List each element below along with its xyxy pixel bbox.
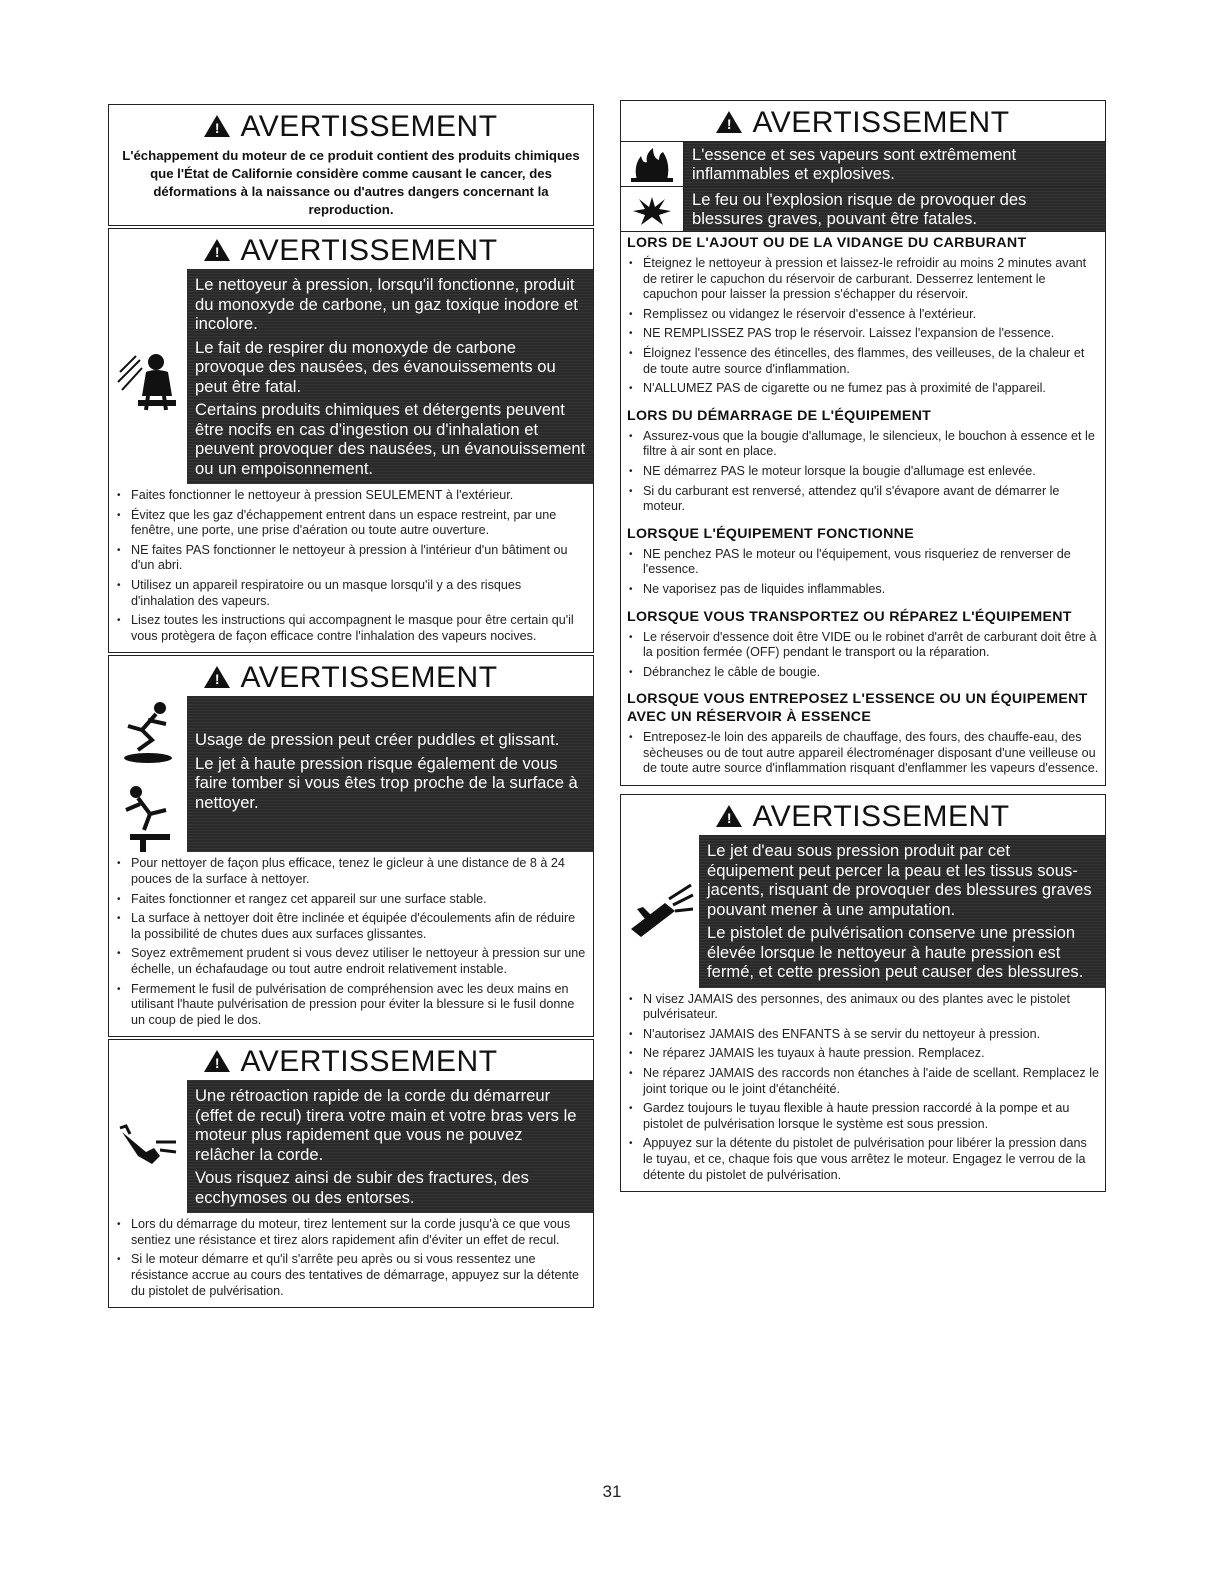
warning-header [109, 229, 593, 269]
warning-title: AVERTISSEMENT [240, 1045, 498, 1079]
warning-california [108, 104, 594, 226]
list-item: • Faites fonctionner et rangez cet appareil sur une surface stable. [131, 892, 587, 908]
list-item: • Lors du démarrage du moteur, tirez lentement sur la corde jusqu'à ce que vous sentiez une résistance et tirez alors rapidement afin d'éviter un effet de recul. [131, 1217, 587, 1248]
warning-triangle-icon: ! [204, 239, 230, 261]
list-item: • NE penchez PAS le moteur ou l'équipement, vous risqueriez de renverser de l'essence. [643, 547, 1099, 578]
list-item: • N visez JAMAIS des personnes, des animaux ou des plantes avec le pistolet pulvérisateur. [643, 992, 1099, 1023]
list-item: • Si le moteur démarre et qu'il s'arrête peu après ou si vous ressentez une résistance accrue au cours des tentatives de démarrage, appuyez sur la détente du pistolet de pulvérisation. [131, 1252, 587, 1299]
kickback-banner-1: Une rétroaction rapide de la corde du démarreur (effet de recul) tirera votre main et votre bras vers le moteur plus rapidement que vous ne pouvez relâcher la corde. [195, 1086, 577, 1164]
section-title: LORSQUE VOUS ENTREPOSEZ L'ESSENCE OU UN ÉQUIPEMENT AVEC UN RÉSERVOIR À ESSENCE [627, 691, 1088, 726]
warning-triangle-icon: ! [204, 1050, 230, 1072]
slip-banner-1: Usage de pression peut créer puddles et glissant. [195, 730, 560, 750]
warning-header [621, 101, 1105, 141]
warning-title: AVERTISSEMENT [752, 800, 1010, 834]
fuel-flammable-text: L'essence et ses vapeurs sont extrêmement inflammables et explosives. [684, 142, 1105, 186]
warning-carbon-monoxide [108, 228, 594, 653]
list-item: • Assurez-vous que la bougie d'allumage, le silencieux, le bouchon à essence et le filtre à air sont en place. [643, 429, 1099, 460]
co-banner-2: Le fait de respirer du monoxyde de carbone provoque des nausées, des évanouissements ou peut être fatal. [195, 337, 556, 396]
warning-triangle-icon: ! [716, 111, 742, 133]
warning-header [109, 656, 593, 696]
section-title: LORS DE L'AJOUT OU DE LA VIDANGE DU CARBURANT [627, 235, 1027, 251]
list-item: • Faites fonctionner le nettoyeur à pression SEULEMENT à l'extérieur. [131, 488, 587, 504]
slip-icon [118, 696, 178, 766]
kickback-icon [116, 1122, 180, 1172]
injection-icon [625, 879, 695, 943]
list-item: • Entreposez-le loin des appareils de chauffage, des fours, des chauffe-eau, des sècheuses ou de tout autre appareil électroménager disposant d'une veilleuse ou de toute autre source d'inflammation risquant d'enflammer les vapeurs d'essence. [643, 730, 1099, 777]
section-title: LORSQUE L'ÉQUIPEMENT FONCTIONNE [627, 525, 914, 542]
right-column [620, 100, 1106, 1194]
list-item: • Débranchez le câble de bougie. [643, 665, 1099, 681]
list-item: • Éloignez l'essence des étincelles, des flammes, des veilleuses, de la chaleur et de toute autre source d'inflammation. [643, 346, 1099, 377]
explosion-icon [629, 191, 675, 227]
list-item: • Ne réparez JAMAIS les tuyaux à haute pression. Remplacez. [643, 1046, 1099, 1062]
list-item: • Si du carburant est renversé, attendez qu'il s'évapore avant de démarrer le moteur. [643, 484, 1099, 515]
list-item: • NE REMPLISSEZ PAS trop le réservoir. Laissez l'expansion de l'essence. [643, 326, 1099, 342]
left-column [108, 104, 594, 1310]
flammable-icon [629, 146, 675, 182]
list-item: • Utilisez un appareil respiratoire ou un masque lorsqu'il y a des risques d'inhalation des vapeurs. [131, 578, 587, 609]
warning-header [621, 795, 1105, 835]
list-item: • Pour nettoyer de façon plus efficace, tenez le gicleur à une distance de 8 à 24 pouces de la surface à nettoyer. [131, 856, 587, 887]
warning-title: AVERTISSEMENT [240, 110, 498, 143]
co-banner-1: Le nettoyeur à pression, lorsqu'il fonctionne, produit du monoxyde de carbone, un gaz toxique inodore et incolore. [195, 275, 578, 333]
fuel-bullets-2 [621, 425, 1105, 523]
list-item: • Remplissez ou vidangez le réservoir d'essence à l'extérieur. [643, 307, 1099, 323]
warning-slip-fall [108, 655, 594, 1037]
warning-triangle-icon: ! [204, 115, 230, 137]
co-banner-3: Certains produits chimiques et détergents peuvent être nocifs en cas d'ingestion ou d'inhalation et peuvent provoquer des nausées, un évanouissement ou un empoisonnement. [195, 400, 586, 478]
list-item: • La surface à nettoyer doit être inclinée et équipée d'écoulements afin de réduire la possibilité de chutes dues aux surfaces glissantes. [131, 911, 587, 942]
fall-icon [118, 780, 178, 852]
list-item: • Gardez toujours le tuyau flexible à haute pression raccordé à la pompe et au pistolet de pulvérisation lorsque le système est sous pression. [643, 1101, 1099, 1132]
warning-header [109, 1040, 593, 1080]
warning-title: AVERTISSEMENT [752, 106, 1010, 139]
warning-triangle-icon: ! [716, 805, 742, 827]
kickback-banner-2: Vous risquez ainsi de subir des fractures, des ecchymoses ou des entorses. [195, 1168, 529, 1207]
list-item: • Soyez extrêmement prudent si vous devez utiliser le nettoyeur à pression sur une échelle, un échafaudage ou tout autre endroit relativement instable. [131, 946, 587, 977]
kickback-bullets [109, 1213, 593, 1307]
warning-title: AVERTISSEMENT [240, 234, 498, 267]
list-item: • Ne vaporisez pas de liquides inflammables. [643, 582, 1099, 598]
list-item: • Lisez toutes les instructions qui accompagnent le masque pour être certain qu'il vous protègera de façon efficace contre l'inhalation des vapeurs nocives. [131, 613, 587, 644]
co-bullets [109, 484, 593, 652]
list-item: • Appuyez sur la détente du pistolet de pulvérisation pour libérer la pression dans le tuyau, et ce, chaque fois que vous arrêtez le moteur. Engagez le verrou de la détente du pistolet de pulvérisation. [643, 1136, 1099, 1183]
fuel-bullets-5 [621, 726, 1105, 785]
list-item: • N'autorisez JAMAIS des ENFANTS à se servir du nettoyeur à pression. [643, 1027, 1099, 1043]
warning-fuel [620, 100, 1106, 786]
warning-triangle-icon: ! [204, 666, 230, 688]
california-text: L'échappement du moteur de ce produit contient des produits chimiques que l'État de Californie considère comme causant le cancer, des déformations à la naissance ou d'autres dangers concernant la reproduction. [122, 148, 580, 217]
list-item: • NE faites PAS fonctionner le nettoyeur à pression à l'intérieur d'un bâtiment ou d'un abri. [131, 543, 587, 574]
carbon-monoxide-icon [116, 342, 180, 412]
warning-injection [620, 794, 1106, 1192]
list-item: • N'ALLUMEZ PAS de cigarette ou ne fumez pas à proximité de l'appareil. [643, 381, 1099, 397]
fuel-bullets-1 [621, 252, 1105, 405]
warning-title: AVERTISSEMENT [240, 661, 498, 695]
slip-banner-2: Le jet à haute pression risque également de vous faire tomber si vous êtes trop proche de la surface à nettoyer. [195, 753, 578, 812]
injection-banner-1: Le jet d'eau sous pression produit par cet équipement peut percer la peau et les tissus sous-jacents, risquant de provoquer des blessures graves pouvant mener à une amputation. [707, 841, 1092, 919]
list-item: • Le réservoir d'essence doit être VIDE ou le robinet d'arrêt de carburant doit être à la position fermée (OFF) pendant le transport ou la réparation. [643, 630, 1099, 661]
slip-bullets [109, 852, 593, 1036]
list-item: • Éteignez le nettoyeur à pression et laissez-le refroidir au moins 2 minutes avant de retirer le capuchon du réservoir de carburant. Desserrez lentement le capuchon pour laisser la pression s'échapper du réservoir. [643, 256, 1099, 303]
warning-kickback [108, 1039, 594, 1308]
injection-banner-2: Le pistolet de pulvérisation conserve une pression élevée lorsque le nettoyeur à haute pression est fermé, et cette pression peut causer des blessures. [707, 923, 1084, 982]
fuel-bullets-4 [621, 626, 1105, 689]
section-title: LORS DU DÉMARRAGE DE L'ÉQUIPEMENT [627, 407, 932, 424]
fuel-bullets-3 [621, 543, 1105, 606]
page-number: 31 [602, 1482, 622, 1501]
list-item: • Ne réparez JAMAIS des raccords non étanches à l'aide de scellant. Remplacez le joint torique ou le joint d'étanchéité. [643, 1066, 1099, 1097]
list-item: • Fermement le fusil de pulvérisation de compréhension avec les deux mains en utilisant l'haute pulvérisation de pression pour éviter la blessure si le fusil donne un coup de pied le dos. [131, 982, 587, 1029]
fuel-explosion-text: Le feu ou l'explosion risque de provoquer des blessures graves, pouvant être fatales. [684, 187, 1105, 231]
list-item: • NE démarrez PAS le moteur lorsque la bougie d'allumage est enlevée. [643, 464, 1099, 480]
injection-bullets [621, 988, 1105, 1192]
list-item: • Évitez que les gaz d'échappement entrent dans un espace restreint, par une fenêtre, une porte, une prise d'aération ou toute autre ouverture. [131, 508, 587, 539]
section-title: LORSQUE VOUS TRANSPORTEZ OU RÉPAREZ L'ÉQUIPEMENT [627, 608, 1072, 625]
warning-header [109, 105, 593, 145]
